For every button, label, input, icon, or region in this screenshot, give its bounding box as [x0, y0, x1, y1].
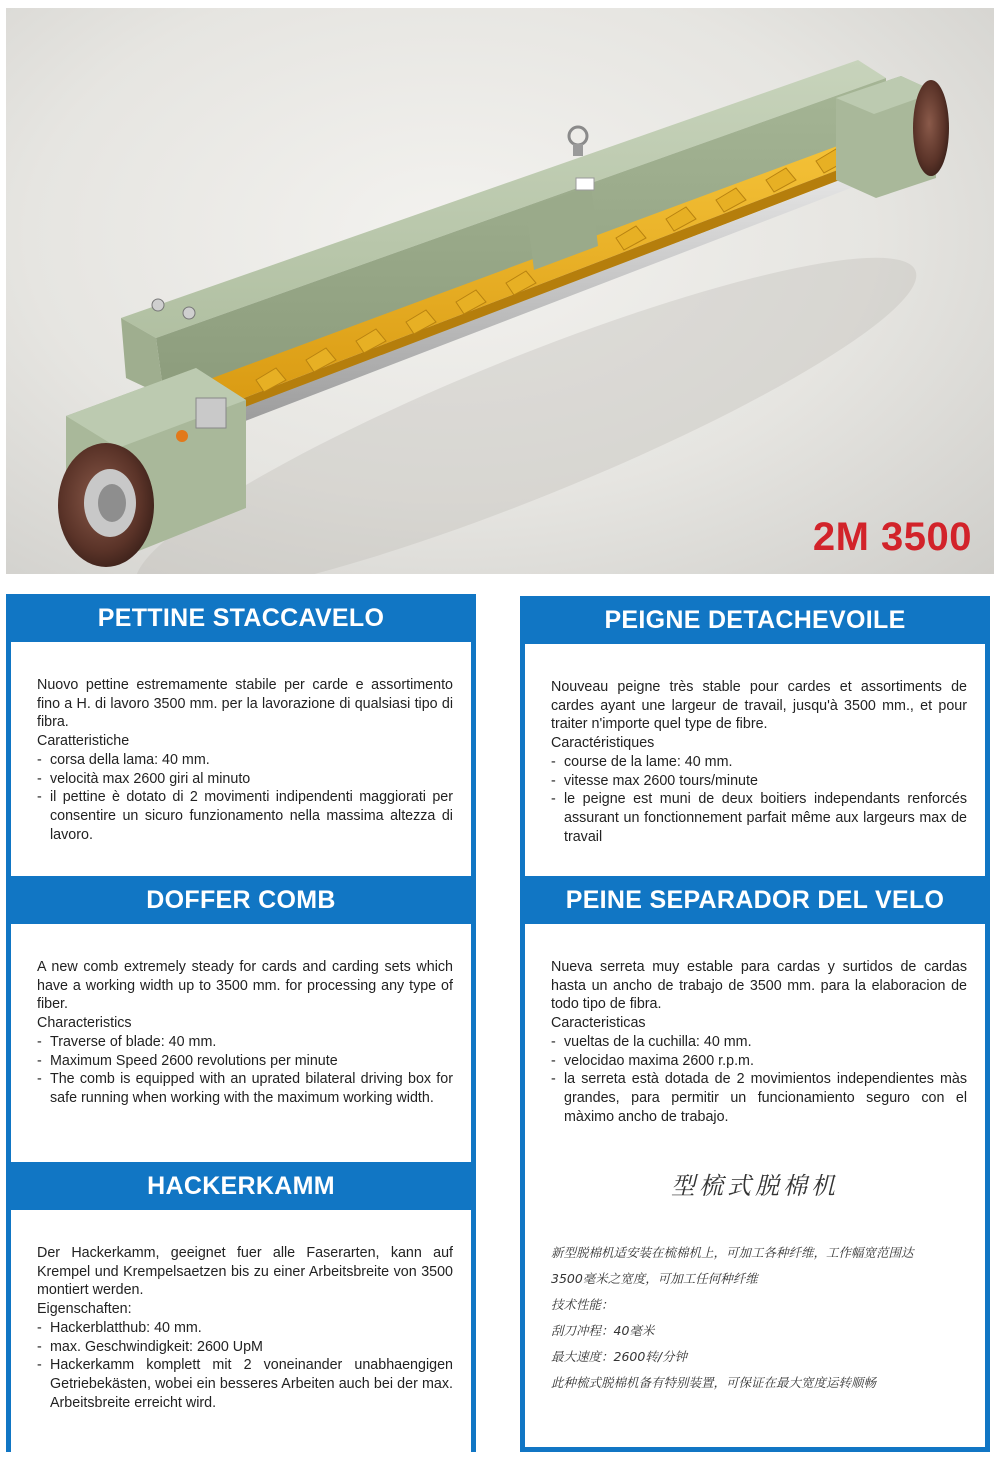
- panel-german: [6, 1162, 476, 1452]
- list-item: - corsa della lama: 40 mm.: [37, 751, 453, 770]
- panel-body: [11, 924, 471, 1162]
- panel-body: [11, 1210, 471, 1452]
- features-list: [37, 1033, 453, 1108]
- panel-title: DOFFER COMB: [146, 886, 336, 914]
- list-item: - vitesse max 2600 tours/minute: [551, 772, 967, 791]
- list-item: - la serreta està dotada de 2 movimientos independientes màs grandes, para permitir un funcionamiento seguro con el màximo ancho de trabajo.: [551, 1070, 967, 1126]
- list-item: - course de la lame: 40 mm.: [551, 753, 967, 772]
- panel-french: [520, 596, 990, 876]
- panel-title: PETTINE STACCAVELO: [97, 604, 385, 632]
- features-list: [37, 1319, 453, 1413]
- list-item: - velocidao maxima 2600 r.p.m.: [551, 1052, 967, 1071]
- text-line: 3500毫米之宽度，可加工任何种纤维: [551, 1271, 758, 1286]
- product-photo: [6, 8, 994, 574]
- features-list: [551, 1033, 967, 1127]
- panel-title: PEIGNE DETACHEVOILE: [604, 606, 906, 634]
- panel-intro: Nouveau peigne très stable pour cardes et assortiments de cardes ayant une largeur de travail, jusqu'à 3500 mm., et pour traiter n'importe quel type de fibre.: [551, 679, 967, 733]
- text-line: 新型脱棉机适安装在梳棉机上，可加工各种纤维，工作幅宽范围达: [551, 1245, 914, 1260]
- list-item: - Maximum Speed 2600 revolutions per minute: [37, 1052, 453, 1071]
- list-item: - vueltas de la cuchilla: 40 mm.: [551, 1033, 967, 1052]
- panel-body: [525, 644, 985, 876]
- panel-intro: Der Hackerkamm, geeignet fuer alle Faserarten, kann auf Krempel und Krempelsaetzen bis zu einer Arbeitsbreite von 3500 montiert werden.: [37, 1245, 453, 1299]
- features-label: Caractéristiques: [551, 735, 655, 752]
- doffer-comb-illustration: [6, 8, 994, 574]
- text-line: 此种梳式脱棉机备有特别装置，可保证在最大宽度运转顺畅: [551, 1375, 877, 1390]
- list-item: - The comb is equipped with an uprated bilateral driving box for safe running when working with the maximum working width.: [37, 1070, 453, 1107]
- panel-intro: A new comb extremely steady for cards and carding sets which have a working width up to 3500 mm. for processing any type of fiber.: [37, 959, 453, 1013]
- panel-title: HACKERKAMM: [147, 1172, 335, 1200]
- list-item: - Hackerkamm komplett mit 2 voneinander unabhaengigen Getriebekästen, wobei ein besseres Arbeiten auch bei der max. Arbeitsbreite erreicht wird.: [37, 1356, 453, 1412]
- features-label: Caratteristiche: [37, 733, 130, 750]
- panel-title: PEINE SEPARADOR DEL VELO: [565, 886, 945, 914]
- list-item: - Hackerblatthub: 40 mm.: [37, 1319, 453, 1338]
- panel-body: [11, 642, 471, 876]
- panel-spanish: [520, 876, 990, 1162]
- list-item: - le peigne est muni de deux boitiers independants renforcés assurant un fonctionnement parfait même aux largeurs max de travail: [551, 790, 967, 846]
- panel-italian: [6, 594, 476, 876]
- panel-english: [6, 876, 476, 1162]
- features-label: Caracteristicas: [551, 1015, 646, 1032]
- panel-chinese: [520, 1162, 990, 1452]
- panel-body: [525, 924, 985, 1162]
- features-list: [37, 751, 453, 845]
- features-label: Characteristics: [37, 1015, 132, 1032]
- list-item: - Traverse of blade: 40 mm.: [37, 1033, 453, 1052]
- panel-title: 型梳式脱棉机: [525, 1162, 985, 1210]
- model-number: 2M 3500: [812, 515, 972, 559]
- features-label: Eigenschaften:: [37, 1301, 132, 1318]
- panel-body: [525, 1210, 985, 1447]
- features-list: [551, 753, 967, 847]
- list-item: - il pettine è dotato di 2 movimenti indipendenti maggiorati per consentire un sicuro funzionamento nella massima altezza di lavoro.: [37, 788, 453, 844]
- text-line: 最大速度：2600转/分钟: [551, 1349, 688, 1364]
- panel-intro: Nuovo pettine estremamente stabile per carde e assortimento fino a H. di lavoro 3500 mm. per la lavorazione di qualsiasi tipo di fibra.: [37, 677, 453, 731]
- list-item: - max. Geschwindigkeit: 2600 UpM: [37, 1338, 453, 1357]
- panel-intro: Nueva serreta muy estable para cardas y surtidos de cardas hasta un ancho de trabajo de 3500 mm. para la elaboracion de todo tipo de fibra.: [551, 959, 967, 1013]
- list-item: - velocità max 2600 giri al minuto: [37, 770, 453, 789]
- text-line: 刮刀冲程：40毫米: [551, 1323, 655, 1338]
- text-line: 技术性能：: [551, 1297, 614, 1312]
